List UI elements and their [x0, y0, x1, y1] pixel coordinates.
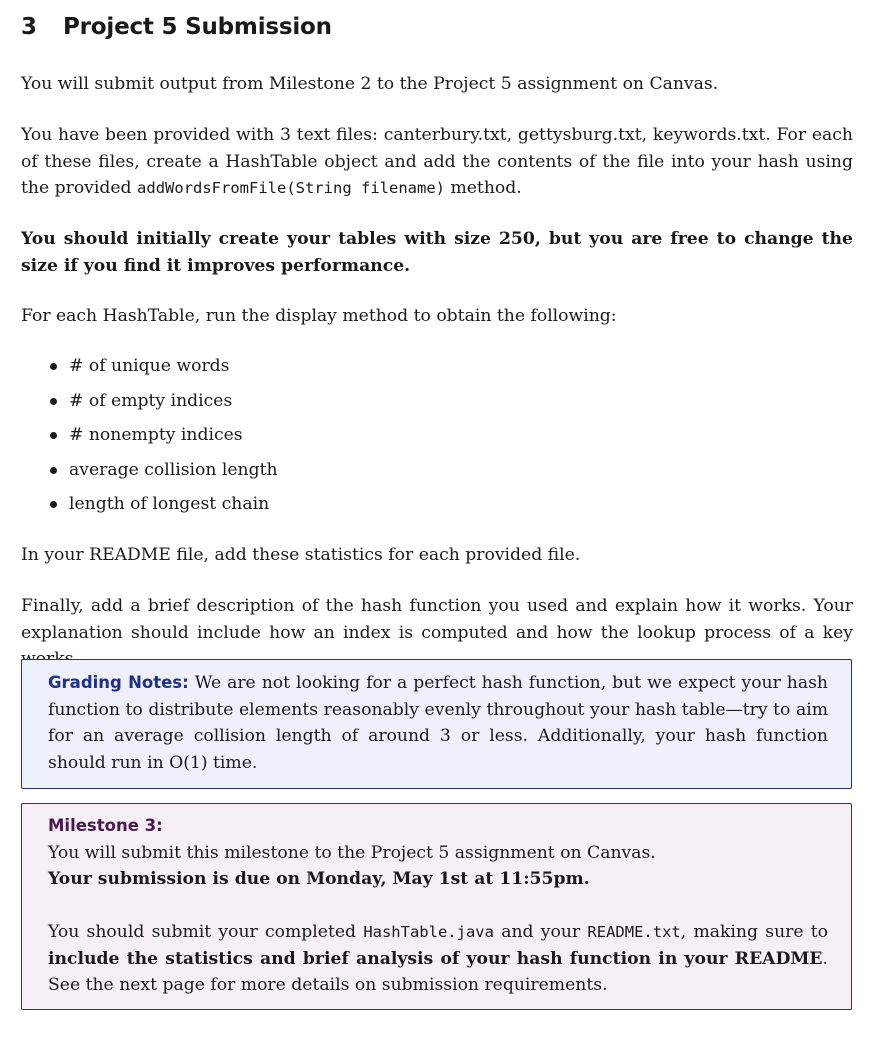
paragraph-readme-stats: In your README file, add these statistics for each provided file. [21, 545, 581, 565]
paragraph-submit-output: You will submit output from Milestone 2 to the Project 5 assignment on Canvas. [21, 74, 719, 94]
grading-notes-box [21, 659, 852, 789]
text-files-method-suffix: method. [450, 178, 522, 198]
list-item: # nonempty indices [48, 422, 278, 457]
milestone-content [48, 813, 828, 999]
bullet-icon [50, 432, 57, 439]
milestone-submit-line: You will submit this milestone to the Project 5 assignment on Canvas. [48, 842, 656, 863]
list-item: average collision length [48, 457, 278, 492]
milestone-box [21, 803, 852, 1010]
readme-txt-file: README.txt [587, 923, 681, 941]
bullet-icon [50, 501, 57, 508]
paragraph-text-files [21, 122, 853, 202]
section-heading [21, 14, 332, 40]
milestone-requirement-bold: include the statistics and brief analysis of your hash function in your README [48, 948, 823, 969]
list-item: length of longest chain [48, 491, 278, 526]
grading-notes-text: We are not looking for a perfect hash function, but we expect your hash function to distribute elements reasonably evenly throughout your hash table—try to aim for an average collision length of around 3 or less. Additionally, your hash function should run in O(1) time. [48, 673, 828, 773]
paragraph-table-size: You should initially create your tables with size 250, but you are free to change the size if you find it improves performance. [21, 229, 853, 276]
list-item: # of unique words [48, 353, 278, 388]
paragraph-display-method: For each HashTable, run the display method to obtain the following: [21, 306, 617, 326]
bullet-icon [50, 398, 57, 405]
text-files-intro: You have been provided with 3 text files: canterbury.txt, gettysburg.txt, keywords.txt. For each of these files, create a HashTable object and add the contents of the file into your hash using the provided [21, 125, 853, 198]
milestone-submission-paragraph: You should submit your completed HashTable.java and your README.txt, making sure to include the statistics and brief analysis of your hash function in your README. See the next page for more details on submission requirements. [48, 922, 829, 995]
grading-notes-content [48, 670, 828, 776]
section-title: Project 5 Submission [63, 14, 332, 40]
milestone-label: Milestone 3: [48, 816, 163, 835]
bullet-icon [50, 363, 57, 370]
section-number: 3 [21, 14, 37, 40]
statistics-list [48, 353, 278, 526]
paragraph-hash-description: Finally, add a brief description of the hash function you used and explain how it works. Your explanation should include how an index is computed and how the lookup process of a key [21, 596, 853, 643]
hashtable-java-file: HashTable.java [363, 923, 494, 941]
bullet-icon [50, 467, 57, 474]
list-item: # of empty indices [48, 388, 278, 423]
milestone-due-date: Your submission is due on Monday, May 1st at 11:55pm. [48, 869, 590, 889]
add-words-method-code: addWordsFromFile(String filename) [137, 179, 445, 197]
grading-notes-label: Grading Notes: [48, 673, 189, 692]
